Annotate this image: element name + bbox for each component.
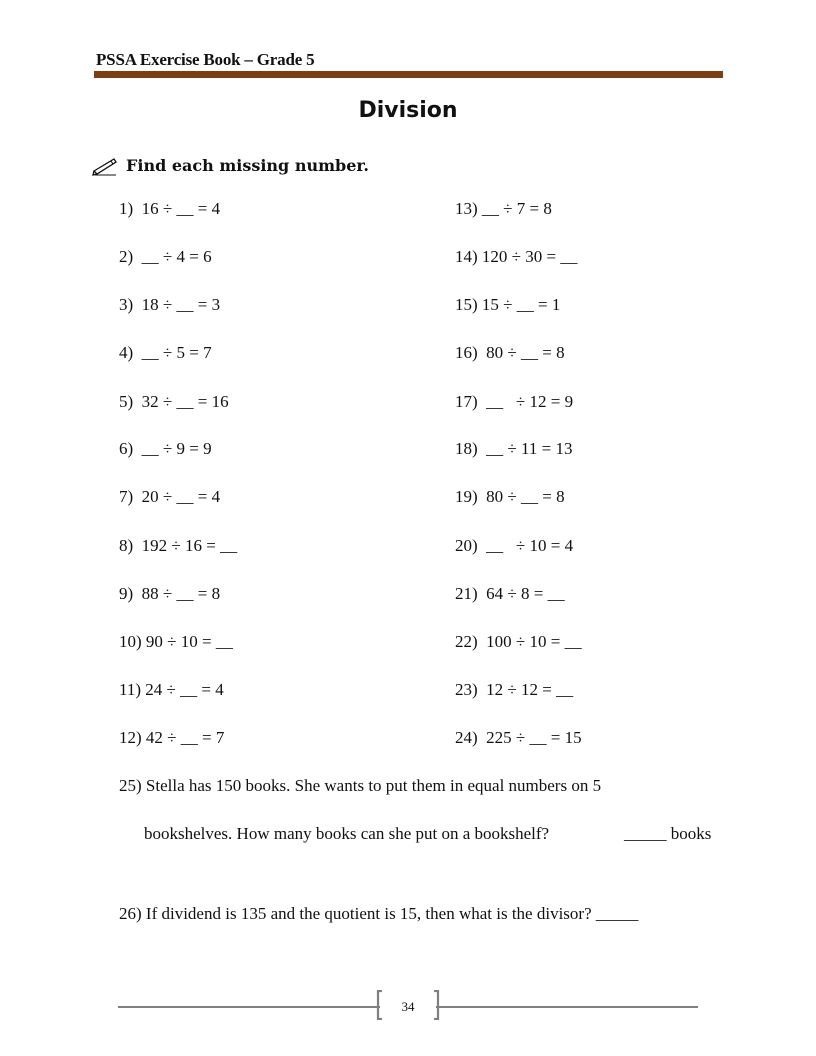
- page-title: Division: [358, 98, 458, 123]
- page-number: 34: [401, 999, 415, 1014]
- problem-8: 8) 192 ÷ 16 = __: [119, 536, 238, 555]
- problem-20: 20) __ ÷ 10 = 4: [455, 536, 574, 555]
- instruction: [92, 154, 369, 176]
- problem-23: 23) 12 ÷ 12 = __: [455, 680, 574, 699]
- problem-5: 5) 32 ÷ __ = 16: [119, 392, 229, 411]
- problem-4: 4) __ ÷ 5 = 7: [119, 343, 212, 362]
- pencil-writing-icon: [92, 154, 118, 176]
- problem-14: 14) 120 ÷ 30 = __: [455, 247, 578, 266]
- problem-11: 11) 24 ÷ __ = 4: [119, 680, 224, 699]
- problem-10: 10) 90 ÷ 10 = __: [119, 632, 233, 651]
- problem-17: 17) __ ÷ 12 = 9: [455, 392, 574, 411]
- problem-3: 3) 18 ÷ __ = 3: [119, 295, 221, 314]
- problem-19: 19) 80 ÷ __ = 8: [455, 487, 565, 506]
- word-problem-25-answer: _____ books: [624, 824, 712, 843]
- problem-12: 12) 42 ÷ __ = 7: [119, 728, 225, 747]
- word-problem-26: 26) If dividend is 135 and the quotient is 15, then what is the divisor? _____: [119, 904, 639, 923]
- problem-7: 7) 20 ÷ __ = 4: [119, 487, 221, 506]
- problem-9: 9) 88 ÷ __ = 8: [119, 584, 221, 603]
- problem-1: 1) 16 ÷ __ = 4: [119, 199, 221, 218]
- footer-rule-right: [436, 1006, 698, 1008]
- problem-24: 24) 225 ÷ __ = 15: [455, 728, 582, 747]
- problem-13: 13) __ ÷ 7 = 8: [455, 199, 552, 218]
- problem-18: 18) __ ÷ 11 = 13: [455, 439, 573, 458]
- header-title: PSSA Exercise Book – Grade 5: [96, 50, 315, 69]
- word-problem-25-line1: 25) Stella has 150 books. She wants to put them in equal numbers on 5: [119, 776, 602, 795]
- problem-2: 2) __ ÷ 4 = 6: [119, 247, 212, 266]
- header-rule: [94, 71, 723, 78]
- problem-22: 22) 100 ÷ 10 = __: [455, 632, 582, 651]
- problem-15: 15) 15 ÷ __ = 1: [455, 295, 561, 314]
- problem-21: 21) 64 ÷ 8 = __: [455, 584, 565, 603]
- problem-16: 16) 80 ÷ __ = 8: [455, 343, 565, 362]
- instruction-text: Find each missing number.: [126, 155, 369, 175]
- problem-6: 6) __ ÷ 9 = 9: [119, 439, 212, 458]
- word-problem-25-line2: bookshelves. How many books can she put on a bookshelf?: [144, 824, 550, 843]
- footer-rule-left: [118, 1006, 380, 1008]
